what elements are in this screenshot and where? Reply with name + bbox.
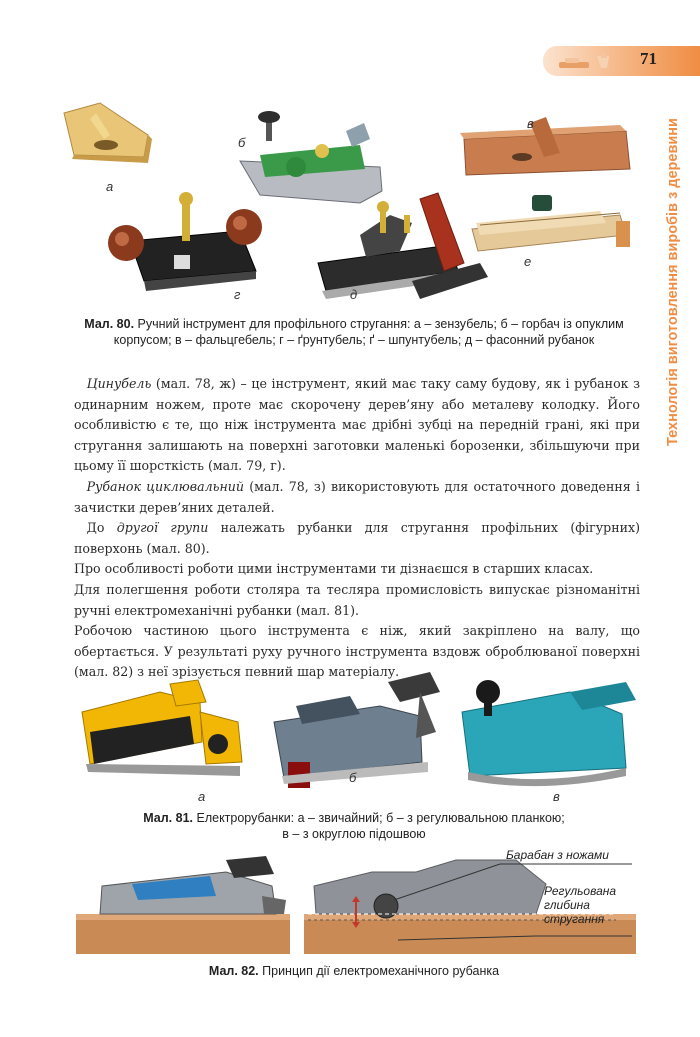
fig80-caption xyxy=(72,316,636,348)
paragraph-elektro: Для полегшення роботи столяра та тесляра промисловість випускає різноманітні ручні електромеханічні рубанки (мал. 81). xyxy=(74,581,640,618)
side-title xyxy=(660,92,686,472)
paragraph-tsykliuvalnyi-text: (мал. 78, з) використовують для остаточного доведення і зачистки дерев’яних деталей. xyxy=(74,478,640,515)
fig81-caption-line1 xyxy=(72,810,636,826)
side-title-text: Технологія виготовлення виробів з деревини xyxy=(665,118,681,446)
fig82-label-depth-line3: стругання xyxy=(544,912,605,926)
fig82-caption xyxy=(72,963,636,979)
body-text xyxy=(74,374,640,683)
fig81-caption-line2: в – з округлою підошвою xyxy=(282,827,426,841)
fig82-label-depth-line1: Регульована xyxy=(544,884,617,898)
electric-planer-adjustable-icon xyxy=(274,672,440,788)
plane-logo-icon xyxy=(557,52,621,72)
fig80-caption-text: Ручний інструмент для профільного стругання: а – зензубель; б – горбач із опуклим корпусом; в – фальцгебель; г – ґрунтубель; ґ – шпунтубель; д – фасонний рубанок xyxy=(113,317,624,347)
fig81-label-v: в xyxy=(553,789,560,804)
zenzubel-plane-icon xyxy=(64,103,152,163)
term-tsykliuvalnyi: Рубанок циклювальний xyxy=(86,478,244,494)
fig80-caption-prefix: Мал. 80. xyxy=(84,317,135,331)
paragraph-tsinubel-text: (мал. 78, ж) – це інструмент, який має таку саму будову, як і рубанок з одинарним ножем, проте має скорочену дерев’яну або металеву колодку. Його особливістю є те, що ніж інструмента має дрібні зубці на передній грані, які при стругання залишають на поверхні заготовки маленькі борозенки, збільшуючи при цьому її шорсткість (мал. 79, г). xyxy=(74,376,640,474)
fig80-label-a: а xyxy=(106,179,114,194)
fig81-label-a: а xyxy=(198,789,206,804)
fig81-label-b: б xyxy=(349,770,357,785)
paragraph-tsykliuvalnyi xyxy=(74,477,640,518)
page-number: 71 xyxy=(640,49,657,68)
fig81-caption-prefix: Мал. 81. xyxy=(143,811,193,825)
term-druga-grupa: другої групи xyxy=(116,520,209,536)
paragraph-robocha-chastyna: Робочою частиною цього інструмента є ніж, який закріплено на валу, що обертається. У результаті руху ручного інструмента вздовж оброблюваної поверхні (мал. 82) з неї зрізується певний шар матеріалу. xyxy=(74,623,640,680)
planer-on-wood-icon xyxy=(76,856,290,954)
term-tsinubel: Цинубель xyxy=(86,376,152,391)
fig80-label-e: е xyxy=(524,254,532,269)
gruntubel-plane-icon xyxy=(108,192,262,291)
fig80-label-g: г xyxy=(234,287,241,302)
faltsgebel-plane-icon xyxy=(460,117,630,175)
paragraph-starshi-klasy: Про особливості роботи цими інструментами ти дізнаєшся в старших класах. xyxy=(74,561,594,577)
fig80-label-v: в xyxy=(527,116,534,131)
fig82-label-depth xyxy=(544,884,616,926)
fig82-label-drum: Барабан з ножами xyxy=(506,848,609,862)
paragraph-tsinubel xyxy=(74,374,640,477)
electric-planer-rounded-icon xyxy=(462,680,636,786)
fig82-caption-prefix: Мал. 82. xyxy=(208,964,259,978)
fig82-caption-text: Принцип дії електромеханічного рубанка xyxy=(262,964,500,978)
fig81-caption-line1-text: Електрорубанки: а – звичайний; б – з регулювальною планкою; xyxy=(196,811,565,825)
fig82-label-depth-line2: глибина xyxy=(544,898,590,912)
fig80-label-gg: д xyxy=(350,287,358,302)
gorbach-plane-icon xyxy=(240,111,382,203)
fig80-illustration xyxy=(60,95,640,310)
paragraph-druga-grupa xyxy=(74,518,640,559)
paragraph-druga-grupa-text: належать рубанки для стругання профільних (фігурних) поверхонь (мал. 80). xyxy=(74,520,641,556)
fig80-label-b: б xyxy=(238,135,246,150)
paragraph-druga-grupa-lead: До xyxy=(86,520,117,536)
fig81-caption xyxy=(72,810,636,842)
wooden-fence-plane-icon xyxy=(472,195,630,251)
electric-planer-yellow-icon xyxy=(82,680,242,776)
